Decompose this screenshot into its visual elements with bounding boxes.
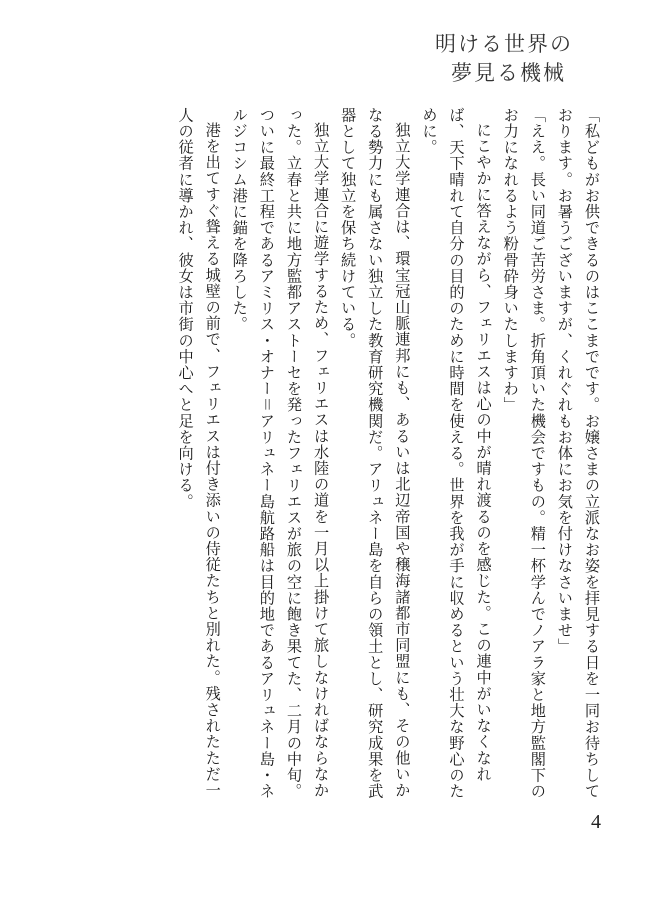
header-title-line2: 夢見る機械 (451, 61, 566, 85)
paragraph: 港を出てすぐ聳える城壁の前で、フェリエスは付き添いの侍従たちと別れた。残されたただ一人の従者に導かれ、彼女は市街の中心へと足を向ける。 (176, 107, 222, 799)
header-title-line1: 明ける世界の (435, 32, 573, 56)
paragraph: にこやかに答えながら、フェリエスは心の中が晴れ渡るのを感じた。この連中がいなくなれば、天下晴れて自分の目的のために時間を使える。世界を我が手に収めるという壮大な野心のために。 (420, 107, 493, 800)
paragraph: 独立大学連合に遊学するため、フェリエスは水陸の道を一月以上掛けて旅しなければならなかった。立春と共に地方監都アストーセを発ったフェリエスが旅の空に飽き果てた、二月の中旬。ついに最終工程であるアミリス・オナー＝アリュネー島航路船は目的地であるアリュネー島・ネルジコシム港に錨を降ろした。 (230, 107, 331, 800)
paragraph: 「私どもがお供できるのはここまでです。お嬢さまの立派なお姿を拝見する日を一同お待ちしております。お暑うございますが、くれぐれもお体にお気を付けなさいませ」 (555, 107, 601, 800)
page-number: 4 (591, 811, 601, 833)
paragraph: 「ええ。長い同道ご苦労さま。折角頂いた機会ですもの。精一杯学んでノアラ家と地方監閣下のお力になれるよう粉骨砕身いたしますわ」 (501, 107, 547, 800)
paragraph: 独立大学連合は、環宝冠山脈連邦にも、あるいは北辺帝国や穣海諸都市同盟にも、その他いかなる勢力にも属さない独立した教育研究機関だ。アリュネー島を自らの領土とし、研究成果を武器として独立を保ち続けている。 (339, 107, 412, 800)
running-header (435, 30, 575, 88)
vertical-body-text (115, 107, 605, 807)
